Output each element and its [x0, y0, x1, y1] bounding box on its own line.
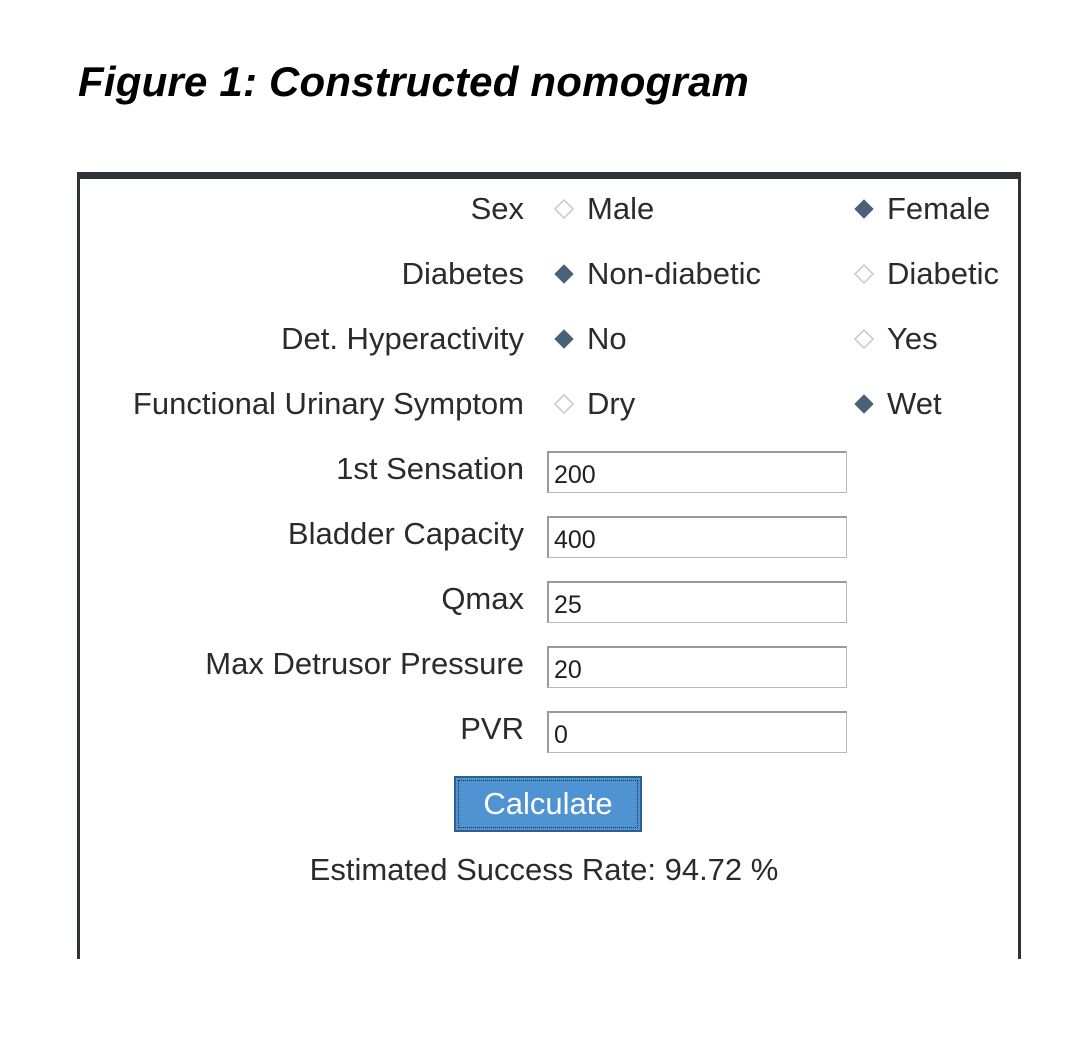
bladder-capacity-input[interactable]	[547, 516, 847, 558]
diamond-outline-shape	[555, 200, 573, 218]
det-hyperactivity-option-yes[interactable]	[851, 321, 938, 357]
first-sensation-label: 1st Sensation	[336, 451, 524, 486]
symptom-option-wet-label: Wet	[887, 386, 942, 421]
sex-option-male-label: Male	[587, 191, 655, 226]
radio-selected-icon[interactable]	[551, 326, 577, 352]
calculate-button[interactable]: Calculate	[454, 776, 642, 832]
sex-option-female[interactable]	[851, 191, 990, 227]
figure-title: Figure 1: Constructed nomogram	[78, 58, 750, 105]
diabetes-option-diabetic-label: Diabetic	[887, 256, 999, 291]
diamond-outline-shape	[555, 395, 573, 413]
diamond-outline-icon	[551, 391, 577, 417]
radio-unselected-icon[interactable]	[551, 196, 577, 222]
qmax-label: Qmax	[441, 581, 524, 616]
det-hyperactivity-label: Det. Hyperactivity	[281, 321, 524, 356]
radio-selected-icon[interactable]	[851, 196, 877, 222]
symptom-option-dry-label: Dry	[587, 386, 636, 421]
radio-selected-icon[interactable]	[551, 261, 577, 287]
symptom-option-dry[interactable]	[551, 386, 635, 422]
det-hyperactivity-option-no[interactable]	[551, 321, 627, 357]
diabetes-label: Diabetes	[401, 256, 524, 291]
diamond-filled-shape	[855, 200, 873, 218]
radio-unselected-icon[interactable]	[551, 391, 577, 417]
pvr-label: PVR	[460, 711, 524, 746]
radio-unselected-icon[interactable]	[851, 261, 877, 287]
symptom-option-wet[interactable]	[851, 386, 942, 422]
det-hyperactivity-option-yes-label: Yes	[887, 321, 938, 356]
max-detrusor-pressure-input[interactable]	[547, 646, 847, 688]
diamond-outline-shape	[855, 265, 873, 283]
sex-label: Sex	[470, 191, 524, 226]
bladder-capacity-label: Bladder Capacity	[287, 516, 524, 551]
radio-unselected-icon[interactable]	[851, 326, 877, 352]
diamond-outline-icon	[851, 326, 877, 352]
estimated-success-rate: Estimated Success Rate: 94.72 %	[309, 852, 779, 887]
diamond-filled-shape	[555, 265, 573, 283]
pvr-input[interactable]	[547, 711, 847, 753]
det-hyperactivity-option-no-label: No	[587, 321, 627, 356]
qmax-input[interactable]	[547, 581, 847, 623]
diabetes-option-diabetic[interactable]	[851, 256, 999, 292]
first-sensation-input[interactable]	[547, 451, 847, 493]
diamond-filled-icon	[551, 326, 577, 352]
diamond-filled-icon	[851, 196, 877, 222]
diabetes-option-non-diabetic-label: Non-diabetic	[587, 256, 762, 291]
radio-selected-icon[interactable]	[851, 391, 877, 417]
diamond-outline-icon	[551, 196, 577, 222]
sex-option-male[interactable]	[551, 191, 654, 227]
diamond-filled-icon	[551, 261, 577, 287]
diamond-filled-icon	[851, 391, 877, 417]
diabetes-option-non-diabetic[interactable]	[551, 256, 761, 292]
diamond-filled-shape	[855, 395, 873, 413]
functional-urinary-symptom-label: Functional Urinary Symptom	[132, 386, 524, 421]
diamond-filled-shape	[555, 330, 573, 348]
max-detrusor-pressure-label: Max Detrusor Pressure	[205, 646, 524, 681]
sex-option-female-label: Female	[887, 191, 991, 226]
diamond-outline-shape	[855, 330, 873, 348]
diamond-outline-icon	[851, 261, 877, 287]
